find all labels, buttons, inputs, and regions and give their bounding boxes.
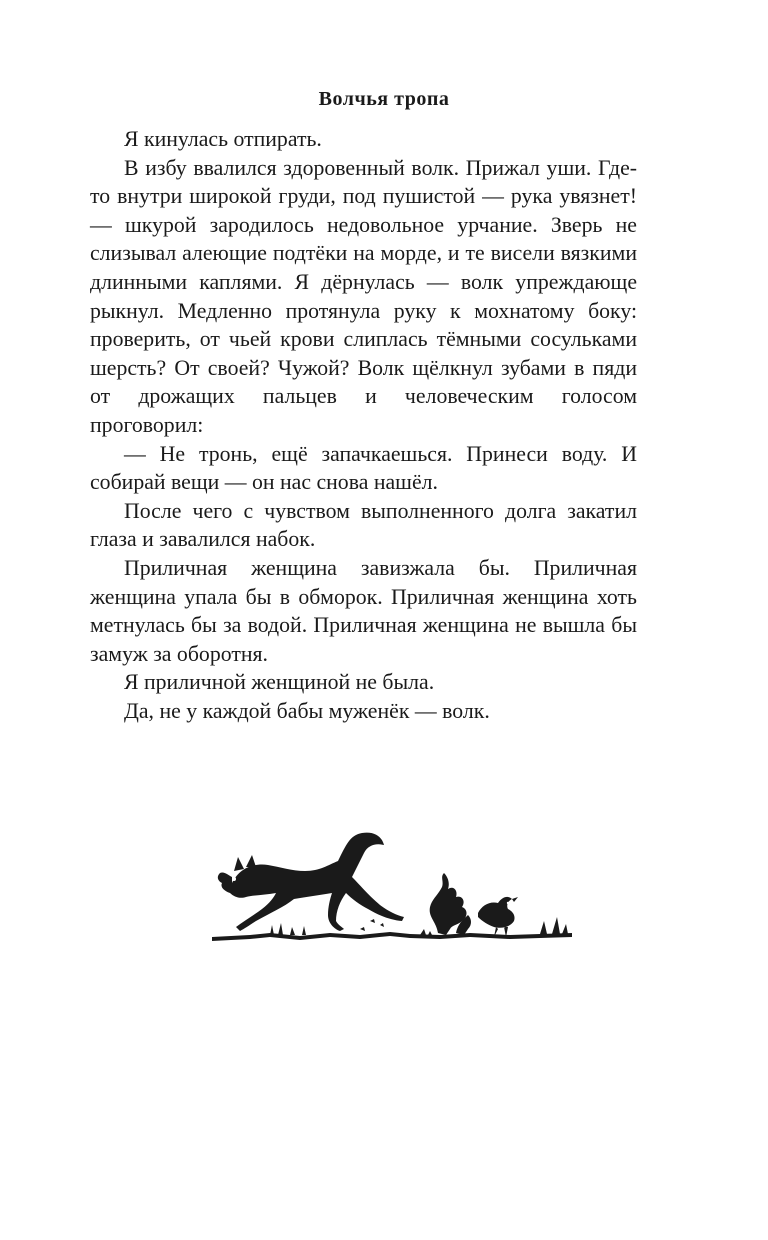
paragraph: Я приличной женщиной не была. xyxy=(124,670,435,695)
running-head: Волчья тропа xyxy=(318,88,450,110)
debris-icon xyxy=(360,916,392,931)
grass-icon xyxy=(270,917,568,935)
grass-icon xyxy=(420,929,432,935)
paragraph: Да, не у каждой бабы муженёк — волк. xyxy=(124,698,490,723)
body-text xyxy=(90,125,637,725)
paragraph: В избу ввалился здоровенный волк. Прижал уши. Где-то внутри широкой груди, под пушистой — рука увязнет! — шкурой зародилось недовольное урчание. Зверь не слизывал алеющие подтёки на морде, и те висели вязкими длинными каплями. Я дёрнулась — волк упреждающе рыкнул. Медленно протянула руку к мохнатому боку: проверить, от чьей крови слиплась тёмными сосульками шерсть? От своей? Чужой? Волк щёлкнул зубами в пяди от дрожащих пальцев и человеческим голосом проговорил: xyxy=(90,155,637,437)
paragraph: — Не тронь, ещё запачкаешься. Принеси воду. И собирай вещи — он нас снова нашёл. xyxy=(90,441,637,495)
ground-line xyxy=(212,932,572,941)
running-wolf-illustration xyxy=(210,825,575,945)
bird-icon xyxy=(478,897,518,937)
wolf-icon xyxy=(218,833,404,931)
paragraph: Я кинулась отпирать. xyxy=(124,127,322,151)
paragraph: После чего с чувством выполненного долга закатил глаза и завалился набок. xyxy=(90,498,637,552)
paragraph: Приличная женщина завизжала бы. Приличная женщина упала бы в обморок. Приличная женщина хоть метнулась бы за водой. Приличная женщина не вышла бы замуж за оборотня. xyxy=(90,555,637,666)
